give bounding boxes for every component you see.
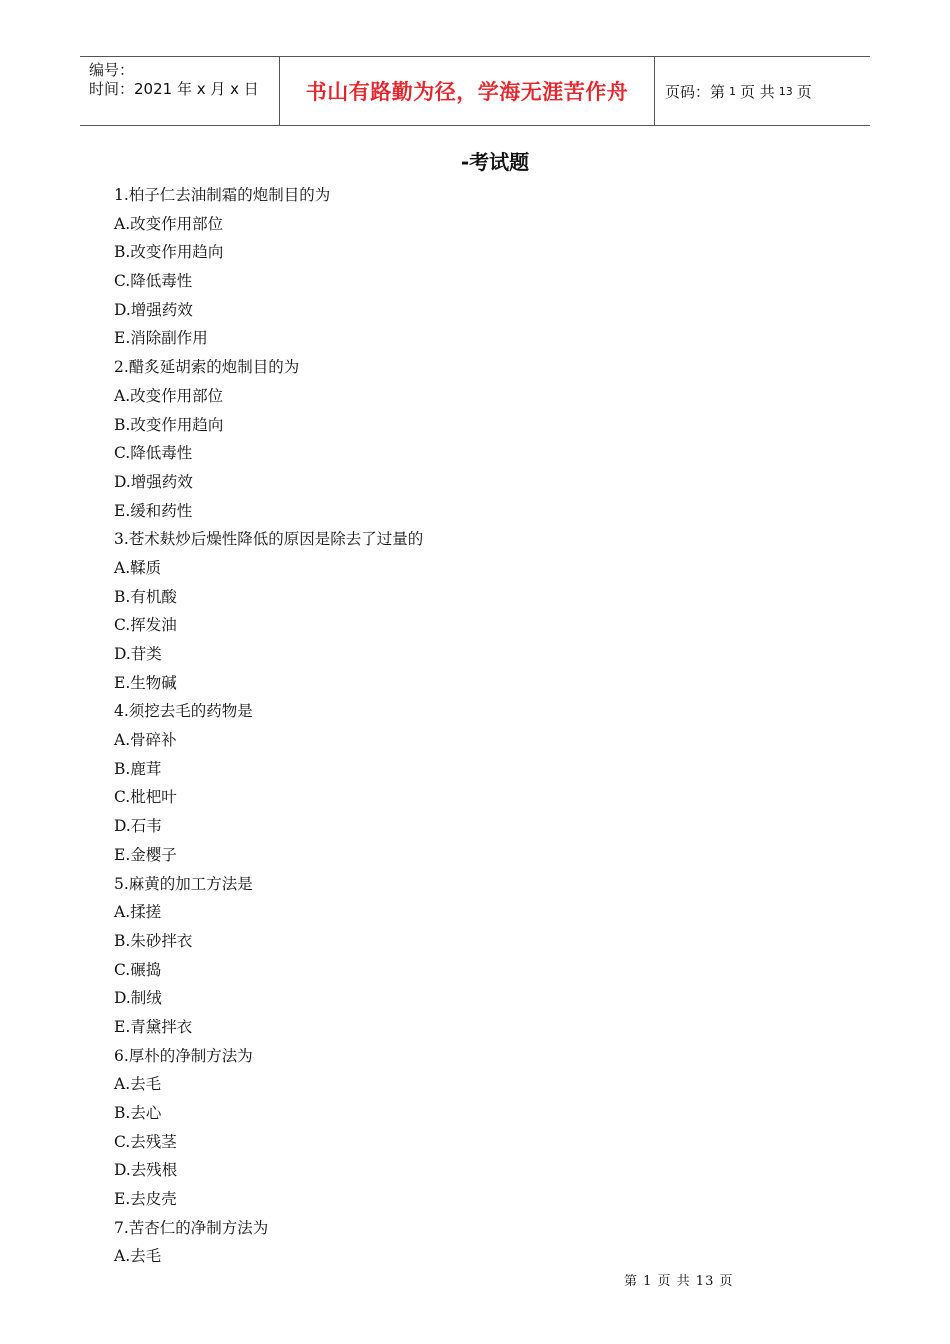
page-suffix: 页 (796, 82, 812, 101)
answer-option: C.枇杷叶 (114, 788, 177, 807)
page-footer: 第 1 页 共 13 页 (624, 1274, 734, 1289)
page-header (80, 56, 870, 126)
answer-option: B.去心 (114, 1104, 162, 1122)
page-current: 1 (729, 84, 737, 98)
date-label: 时间：2021 年 x 月 x 日 (89, 80, 259, 98)
answer-option: E.金樱子 (114, 845, 177, 864)
answer-option: E.缓和药性 (114, 501, 193, 520)
answer-option: C.降低毒性 (114, 444, 193, 463)
question-stem: 5.麻黄的加工方法是 (114, 874, 253, 893)
answer-option: B.朱砂拌衣 (114, 931, 193, 950)
answer-option: A.改变作用部位 (114, 386, 224, 405)
answer-option: D.苷类 (114, 645, 162, 663)
answer-option: D.增强药效 (114, 300, 193, 319)
answer-option: E.青黛拌衣 (114, 1017, 193, 1036)
question-list (114, 181, 834, 1271)
answer-option: B.改变作用趋向 (114, 243, 224, 262)
question-stem: 1.柏子仁去油制霜的炮制目的为 (114, 186, 331, 204)
question-stem: 7.苦杏仁的净制方法为 (114, 1218, 269, 1237)
page-total: 13 (778, 84, 793, 98)
question-stem: 3.苍术麸炒后燥性降低的原因是除去了过量的 (114, 530, 424, 549)
page-prefix: 页码：第 (665, 82, 726, 101)
answer-option: C.去残茎 (114, 1132, 177, 1151)
motto: 书山有路勤为径，学海无涯苦作舟 (280, 57, 655, 125)
page-indicator (655, 57, 870, 125)
answer-option: D.制绒 (114, 989, 162, 1008)
answer-option: D.去残根 (114, 1161, 178, 1180)
answer-option: D.石韦 (114, 817, 162, 836)
answer-option: A.鞣质 (114, 558, 162, 577)
answer-option: C.挥发油 (114, 616, 177, 635)
answer-option: A.去毛 (114, 1075, 162, 1094)
number-label: 编号： (89, 61, 135, 79)
answer-option: E.去皮壳 (114, 1190, 177, 1209)
answer-option: E.消除副作用 (114, 329, 208, 348)
answer-option: A.去毛 (114, 1247, 162, 1266)
answer-option: B.鹿茸 (114, 759, 162, 778)
answer-option: A.改变作用部位 (114, 214, 224, 233)
question-stem: 2.醋炙延胡索的炮制目的为 (114, 358, 300, 377)
answer-option: B.有机酸 (114, 587, 177, 606)
answer-option: B.改变作用趋向 (114, 415, 224, 434)
answer-option: D.增强药效 (114, 472, 193, 491)
document-title: -考试题 (460, 150, 530, 174)
header-meta (80, 57, 280, 125)
question-stem: 4.须挖去毛的药物是 (114, 702, 253, 721)
answer-option: A.揉搓 (114, 903, 162, 922)
page-mid: 页 共 (740, 82, 775, 101)
answer-option: A.骨碎补 (114, 731, 177, 750)
answer-option: C.碾捣 (114, 960, 162, 979)
question-stem: 6.厚朴的净制方法为 (114, 1046, 253, 1065)
answer-option: E.生物碱 (114, 673, 177, 692)
answer-option: C.降低毒性 (114, 272, 193, 291)
